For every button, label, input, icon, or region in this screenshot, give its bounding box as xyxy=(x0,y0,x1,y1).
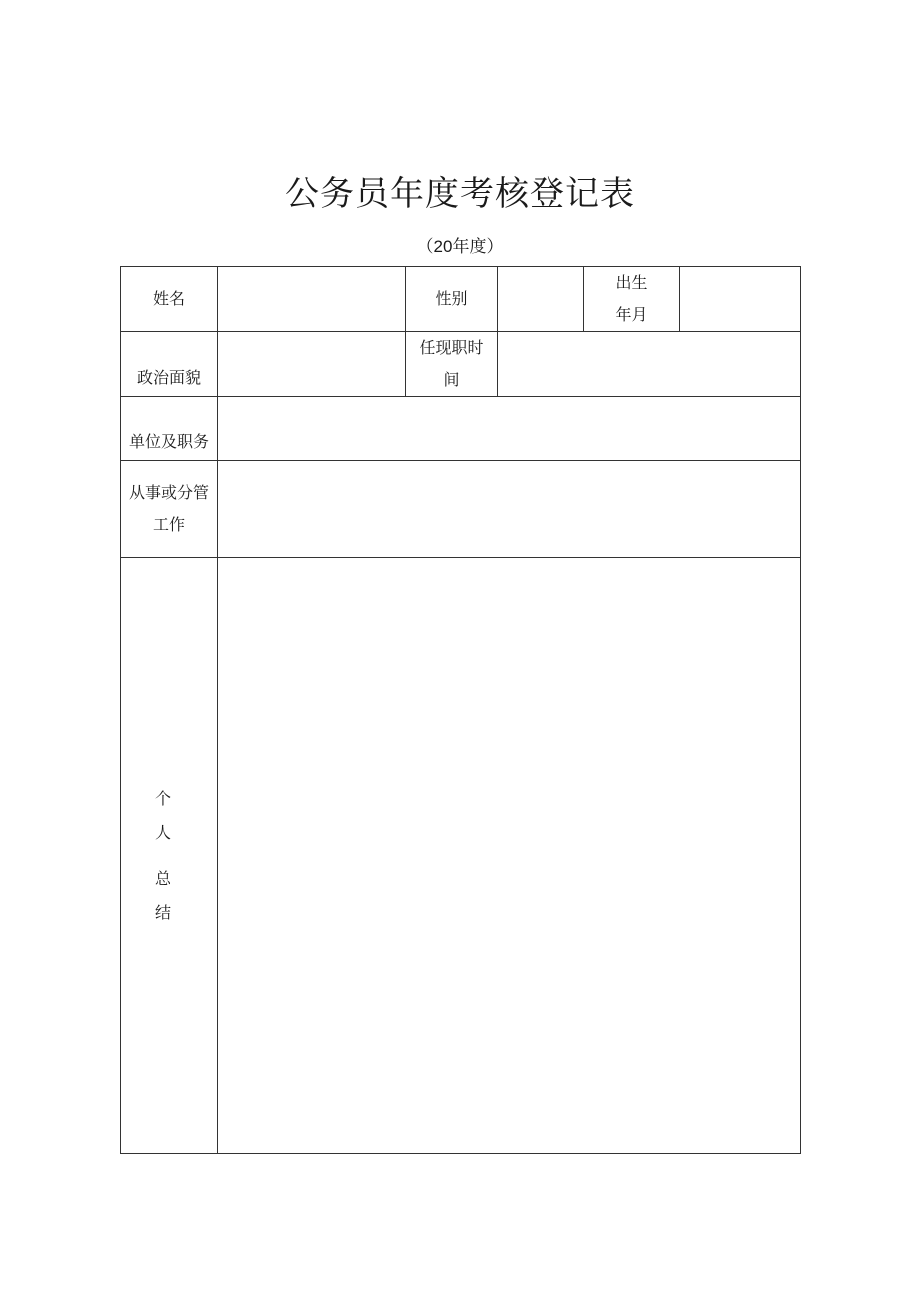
birth-value xyxy=(680,299,800,300)
tenure-field[interactable] xyxy=(498,332,801,397)
work-label-line1: 从事或分管 xyxy=(128,483,209,502)
gender-value xyxy=(498,299,583,300)
gender-field[interactable] xyxy=(498,267,584,332)
summary-label-char: 总 xyxy=(154,868,171,888)
row-basic-info xyxy=(121,267,801,332)
work-field[interactable] xyxy=(218,461,801,558)
work-value xyxy=(218,509,800,510)
political-value xyxy=(218,364,405,365)
work-label-line2: 工作 xyxy=(152,515,185,534)
row-political-tenure xyxy=(121,332,801,397)
gender-label-cell xyxy=(406,267,498,332)
tenure-label-line1: 任现职时 xyxy=(419,338,484,357)
row-work xyxy=(121,461,801,558)
name-label: 姓名 xyxy=(152,289,185,308)
political-label: 政治面貌 xyxy=(136,368,201,387)
gender-label: 性别 xyxy=(435,289,468,308)
political-field[interactable] xyxy=(218,332,406,397)
unit-field[interactable] xyxy=(218,397,801,461)
tenure-label-line2: 间 xyxy=(443,370,460,389)
summary-label xyxy=(121,784,217,928)
name-field[interactable] xyxy=(218,267,406,332)
year-caption-rest: 年度） xyxy=(452,237,504,257)
unit-label-cell xyxy=(121,397,218,461)
row-unit xyxy=(121,397,801,461)
year-caption-open: （ xyxy=(416,237,434,257)
political-label-cell xyxy=(121,332,218,397)
name-value xyxy=(218,299,405,300)
summary-label-char: 人 xyxy=(154,822,171,842)
tenure-value xyxy=(498,364,800,365)
birth-field[interactable] xyxy=(680,267,801,332)
summary-label-char: 结 xyxy=(154,902,171,922)
birth-label-cell xyxy=(584,267,680,332)
unit-value xyxy=(218,428,800,429)
page-title: 公务员年度考核登记表 xyxy=(285,174,635,214)
unit-label: 单位及职务 xyxy=(128,432,209,451)
summary-field[interactable] xyxy=(218,558,801,1154)
summary-label-char: 个 xyxy=(154,788,171,808)
summary-value xyxy=(218,855,800,856)
summary-label-cell xyxy=(121,558,218,1154)
birth-label-line1: 出生 xyxy=(615,273,648,292)
birth-label-line2: 年月 xyxy=(615,305,648,324)
work-label-cell xyxy=(121,461,218,558)
name-label-cell xyxy=(121,267,218,332)
year-caption xyxy=(0,234,920,260)
tenure-label-cell xyxy=(406,332,498,397)
appraisal-form-table xyxy=(120,266,801,1154)
year-caption-number: 20 xyxy=(433,237,453,256)
row-summary xyxy=(121,558,801,1154)
